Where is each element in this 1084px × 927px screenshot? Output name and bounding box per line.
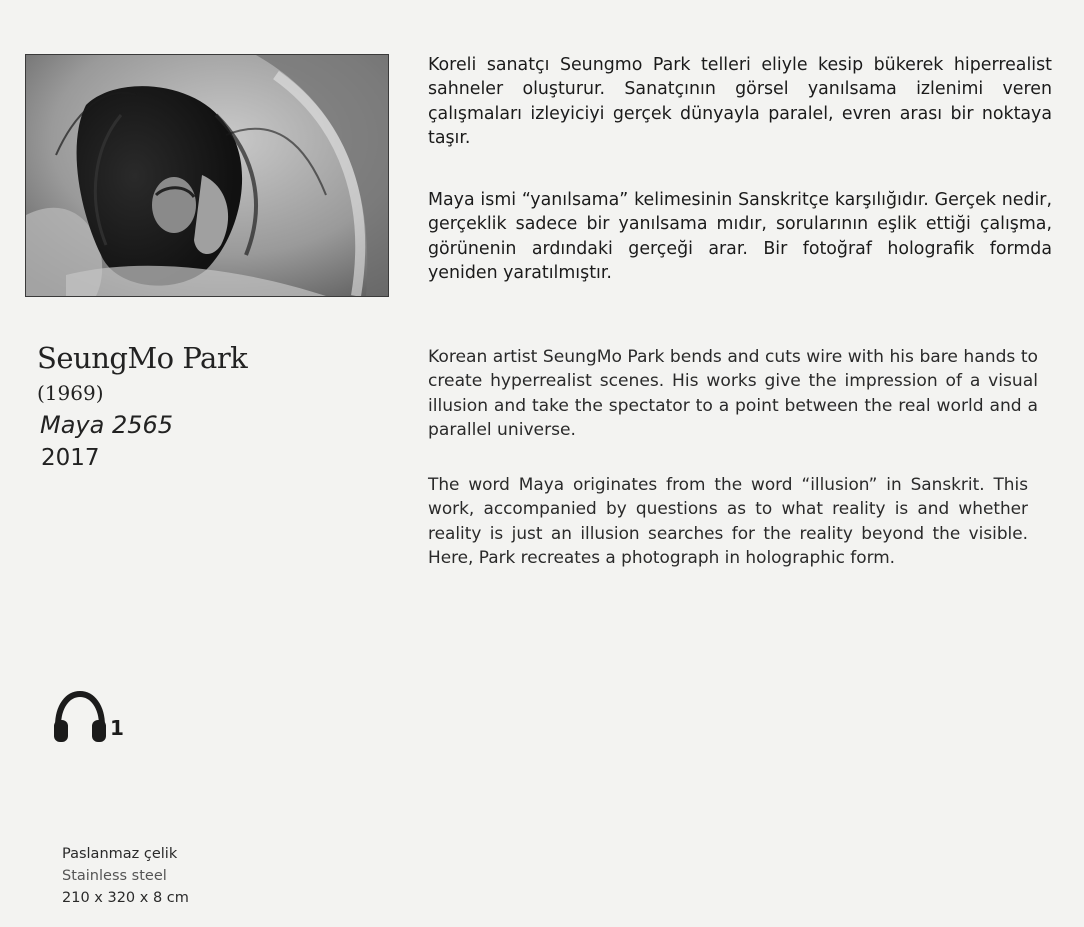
artist-info [37, 338, 397, 474]
description-tr-text-1: Koreli sanatçı Seungmo Park telleri eliyle kesip bükerek hiperrealist sahneler oluşturur. Sanatçının görsel yanılsama izlenimi veren çalışmaları izleyiciyi gerçek dünyayla paralel, evren arası bir noktaya taşır. [428, 55, 1052, 148]
artist-name: SeungMo Park [37, 341, 248, 375]
headphones-icon [52, 690, 108, 744]
work-year: 2017 [41, 445, 100, 471]
artwork-photo-illustration [26, 55, 388, 296]
work-title: Maya 2565 [40, 411, 174, 439]
material-tr: Paslanmaz çelik [62, 846, 178, 862]
artwork-photo [25, 54, 389, 297]
description-tr-text-2: Maya ismi “yanılsama” kelimesinin Sanskritçe karşılığıdır. Gerçek nedir, gerçeklik sadece bir yanılsama mıdır, sorularının eşlik ettiği çalışma, görünenin ardındaki gerçeği arar. Bir fotoğraf holografik formda yeniden yaratılmıştır. [428, 190, 1052, 283]
description-en-text-2: The word Maya originates from the word “illusion” in Sanskrit. This work, accompanied by questions as to what reality is and whether reality is just an illusion searches for the reality beyond the visible. Here, Park recreates a photograph in holographic form. [428, 474, 1028, 567]
audio-guide-number: 1 [110, 716, 124, 740]
audio-guide [52, 690, 132, 750]
dimensions: 210 x 320 x 8 cm [62, 890, 189, 906]
description-en-paragraph-2 [428, 472, 1028, 569]
description-tr-paragraph-1 [428, 53, 1052, 150]
material-en: Stainless steel [62, 868, 167, 884]
description-tr-paragraph-2 [428, 188, 1052, 285]
material-info [62, 843, 189, 909]
description-en-paragraph-1 [428, 345, 1038, 442]
artist-birth-year: (1969) [37, 381, 104, 405]
description-en-text-1: Korean artist SeungMo Park bends and cuts wire with his bare hands to create hyperrealist scenes. His works give the impression of a visual illusion and take the spectator to a point between the real world and a parallel universe. [428, 347, 1038, 440]
